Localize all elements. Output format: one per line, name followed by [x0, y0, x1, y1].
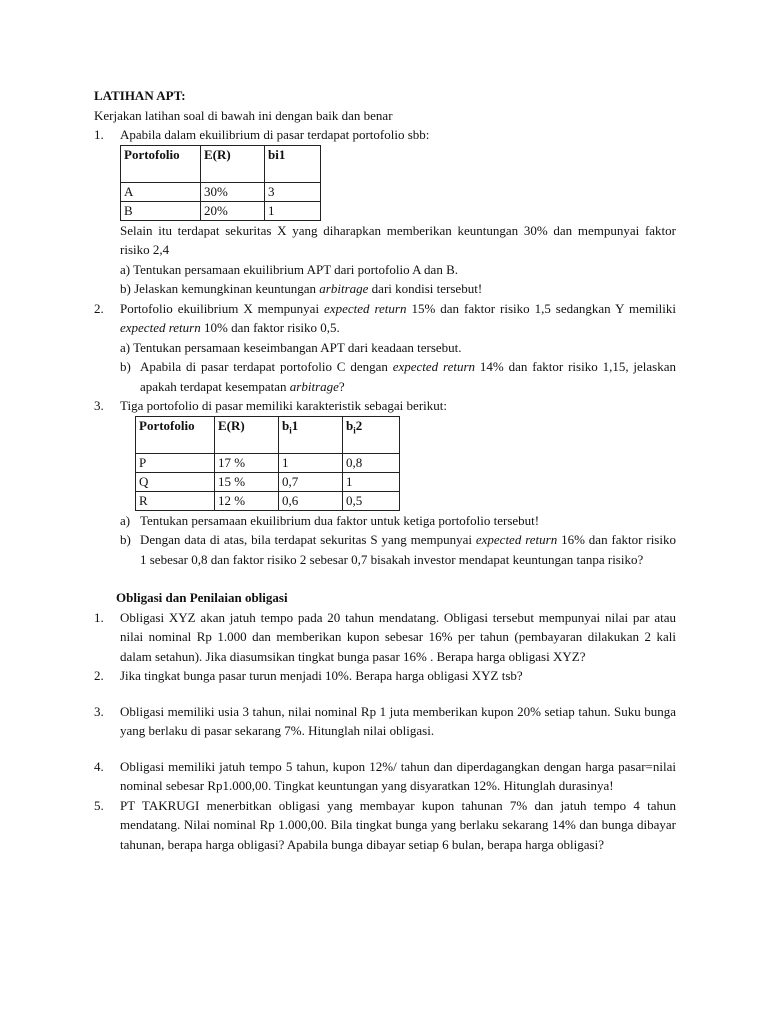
- table-header-cell: E(R): [215, 416, 279, 453]
- sub-question-a: a) Tentukan persamaan ekuilibrium APT dari portofolio A dan B.: [120, 261, 458, 277]
- table-header-row: [121, 145, 321, 182]
- table-cell: 3: [265, 182, 321, 201]
- question-text-part: Portofolio ekuilibrium X mempunyai: [120, 300, 325, 316]
- sub-question-b: [120, 279, 676, 299]
- portfolio-table-2: [135, 416, 400, 511]
- sub-question-label: b): [120, 359, 131, 374]
- bond-question-3: [94, 702, 676, 741]
- question-number: 4.: [94, 758, 104, 774]
- table-cell: 1: [343, 472, 400, 491]
- table-cell: 15 %: [215, 472, 279, 491]
- question-number: 1.: [94, 127, 104, 142]
- italic-term: arbitrage: [319, 281, 369, 296]
- question-text: Obligasi XYZ akan jatuh tempo pada 20 tahun mendatang. Obligasi tersebut mempunyai nilai par atau nilai nominal Rp 1.000 dan memberikan kupon sebesar 16% per tahun (pembayaran dilakukan 2 kali dalam setahun). Jika diasumsikan tingkat bunga pasar 16% . Berapa harga obligasi XYZ?: [120, 609, 676, 664]
- table-cell: 1: [265, 201, 321, 220]
- table-header-cell: Portofolio: [121, 145, 201, 182]
- sub-question-text: 16% dan faktor risiko 1 sebesar 0,8 dan faktor risiko 2 sebesar 0,7 bisakah investor mendapat keuntungan tanpa risiko?: [140, 532, 676, 567]
- instruction-text: Kerjakan latihan soal di bawah ini dengan baik dan benar: [94, 107, 393, 123]
- table-header-cell: $b_i2$: [343, 416, 400, 453]
- question-text-part: 15% dan faktor risiko 1,5 sedangkan Y memiliki: [406, 300, 676, 316]
- question-number: 3.: [94, 398, 104, 413]
- question-text: Apabila dalam ekuilibrium di pasar terdapat portofolio sbb:: [120, 127, 430, 142]
- question-number: 2.: [94, 668, 104, 683]
- table-header-cell: $b_i1$: [279, 416, 343, 453]
- table-row: [136, 453, 400, 472]
- sub-question-text: ?: [338, 378, 345, 394]
- table-cell: R: [136, 491, 215, 510]
- table-header-cell: Portofolio: [136, 416, 215, 453]
- table-row: [136, 491, 400, 510]
- table-cell: 17 %: [215, 453, 279, 472]
- apt-question-1: [94, 125, 676, 299]
- question-followup-text: Selain itu terdapat sekuritas X yang diharapkan memberikan keuntungan 30% dan mempunyai faktor risiko 2,4: [120, 222, 676, 257]
- table-cell: 0,6: [279, 491, 343, 510]
- table-cell: 30%: [201, 182, 265, 201]
- question-number: 5.: [94, 797, 104, 813]
- apt-question-2: [94, 299, 676, 397]
- bond-question-1: [94, 608, 676, 667]
- table-cell: B: [121, 201, 201, 220]
- sub-question-b: [120, 530, 676, 569]
- document-content: [94, 86, 676, 854]
- table-header-cell: E(R): [201, 145, 265, 182]
- sub-question-b: [120, 357, 676, 396]
- sub-question-text: b) Jelaskan kemungkinan keuntungan: [120, 281, 320, 296]
- question-text: Obligasi memiliki usia 3 tahun, nilai nominal Rp 1 juta memberikan kupon 20% setiap tahun. Suku bunga yang berlaku di pasar sekarang 7%. Hitunglah nilai obligasi.: [120, 703, 676, 738]
- question-number: 2.: [94, 300, 104, 316]
- question-text: Obligasi memiliki jatuh tempo 5 tahun, kupon 12%/ tahun dan diperdagangkan dengan harga pasar=nilai nominal sebesar Rp1.000,00. Tingkat keuntungan yang disyaratkan 12%. Hitunglah durasinya!: [120, 758, 676, 793]
- portfolio-table-1: [120, 145, 321, 221]
- sub-question-a: [120, 511, 676, 531]
- sub-question-text: Dengan data di atas, bila terdapat sekuritas S yang mempunyai: [140, 532, 476, 547]
- question-number: 1.: [94, 609, 104, 625]
- sub-question-text: dari kondisi tersebut!: [368, 281, 483, 296]
- sub-question-label: b): [120, 532, 131, 547]
- italic-term: expected return: [120, 320, 201, 335]
- table-cell: P: [136, 453, 215, 472]
- sub-question-a: a) Tentukan persamaan keseimbangan APT dari keadaan tersebut.: [120, 339, 462, 355]
- table-row: [136, 472, 400, 491]
- sub-question-label: a): [120, 512, 131, 528]
- table-cell: 0,5: [343, 491, 400, 510]
- table-header-cell: bi1: [265, 145, 321, 182]
- italic-term: expected return: [475, 532, 558, 547]
- table-row: [121, 182, 321, 201]
- table-cell: 12 %: [215, 491, 279, 510]
- table-cell: Q: [136, 472, 215, 491]
- italic-term: expected return: [392, 359, 476, 374]
- question-text-part: 10% dan faktor risiko 0,5.: [200, 320, 340, 335]
- section-heading: Obligasi dan Penilaian obligasi: [116, 590, 288, 605]
- document-title: LATIHAN APT:: [94, 88, 186, 103]
- apt-question-3: [94, 396, 676, 569]
- question-text: [120, 299, 676, 338]
- bond-question-2: [94, 666, 676, 686]
- question-number: 3.: [94, 703, 104, 719]
- sub-question-text: Tentukan persamaan ekuilibrium dua faktor untuk ketiga portofolio tersebut!: [140, 512, 540, 528]
- question-text: PT TAKRUGI menerbitkan obligasi yang membayar kupon tahunan 7% dan jatuh tempo 4 tahun mendatang. Nilai nominal Rp 1.000,00. Bila tingkat bunga yang berlaku sekarang 14% dan bunga dibayar tahunan, berapa harga obligasi? Apabila bunga dibayar setiap 6 bulan, berapa harga obligasi?: [120, 797, 676, 852]
- sub-question-text: Apabila di pasar terdapat portofolio C dengan: [140, 359, 393, 374]
- table-cell: 0,8: [343, 453, 400, 472]
- sub-question-text: 14% dan faktor risiko 1,15, jelaskan apakah terdapat kesempatan: [140, 359, 677, 394]
- table-cell: 0,7: [279, 472, 343, 491]
- question-text: Jika tingkat bunga pasar turun menjadi 10%. Berapa harga obligasi XYZ tsb?: [120, 668, 523, 683]
- question-text: Tiga portofolio di pasar memiliki karakteristik sebagai berikut:: [120, 398, 447, 413]
- bond-question-4: [94, 757, 676, 796]
- italic-term: expected return: [324, 300, 407, 316]
- table-row: [121, 201, 321, 220]
- bond-question-5: [94, 796, 676, 855]
- table-header-row: [136, 416, 400, 453]
- italic-term: arbitrage: [289, 378, 339, 394]
- table-cell: 20%: [201, 201, 265, 220]
- table-cell: 1: [279, 453, 343, 472]
- table-cell: A: [121, 182, 201, 201]
